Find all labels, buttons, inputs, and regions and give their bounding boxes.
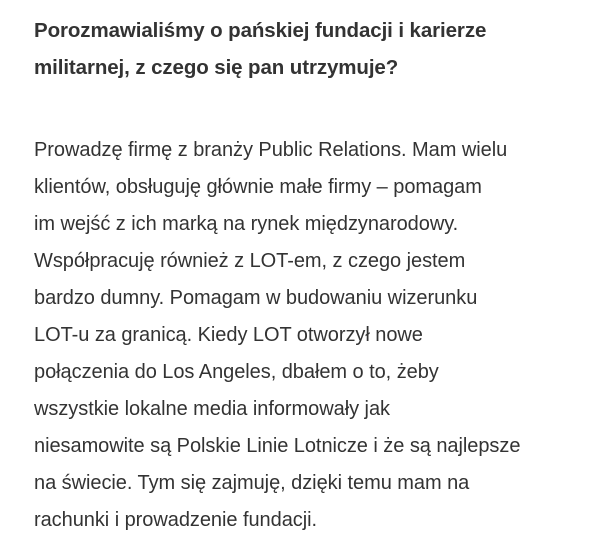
answer-line: na świecie. Tym się zajmuję, dzięki temu mam na — [34, 472, 470, 494]
interview-answer — [34, 132, 599, 539]
answer-line: niesamowite są Polskie Linie Lotnicze i że są najlepsze — [34, 435, 521, 457]
answer-line: im wejść z ich marką na rynek międzynarodowy. — [34, 213, 459, 235]
answer-line: LOT-u za granicą. Kiedy LOT otworzył nowe — [34, 324, 423, 346]
answer-line: połączenia do Los Angeles, dbałem o to, żeby — [34, 361, 439, 383]
question-line: Porozmawialiśmy o pańskiej fundacji i karierze — [34, 19, 487, 42]
answer-line: rachunki i prowadzenie fundacji. — [34, 509, 318, 531]
interview-question — [34, 12, 599, 86]
answer-line: Prowadzę firmę z branży Public Relations. Mam wielu — [34, 139, 508, 161]
question-line: militarnej, z czego się pan utrzymuje? — [34, 56, 399, 79]
answer-line: klientów, obsługuję głównie małe firmy – pomagam — [34, 176, 482, 198]
article-body — [34, 12, 599, 539]
answer-line: wszystkie lokalne media informowały jak — [34, 398, 390, 420]
answer-line: Współpracuję również z LOT-em, z czego jestem — [34, 250, 466, 272]
answer-line: bardzo dumny. Pomagam w budowaniu wizerunku — [34, 287, 478, 309]
